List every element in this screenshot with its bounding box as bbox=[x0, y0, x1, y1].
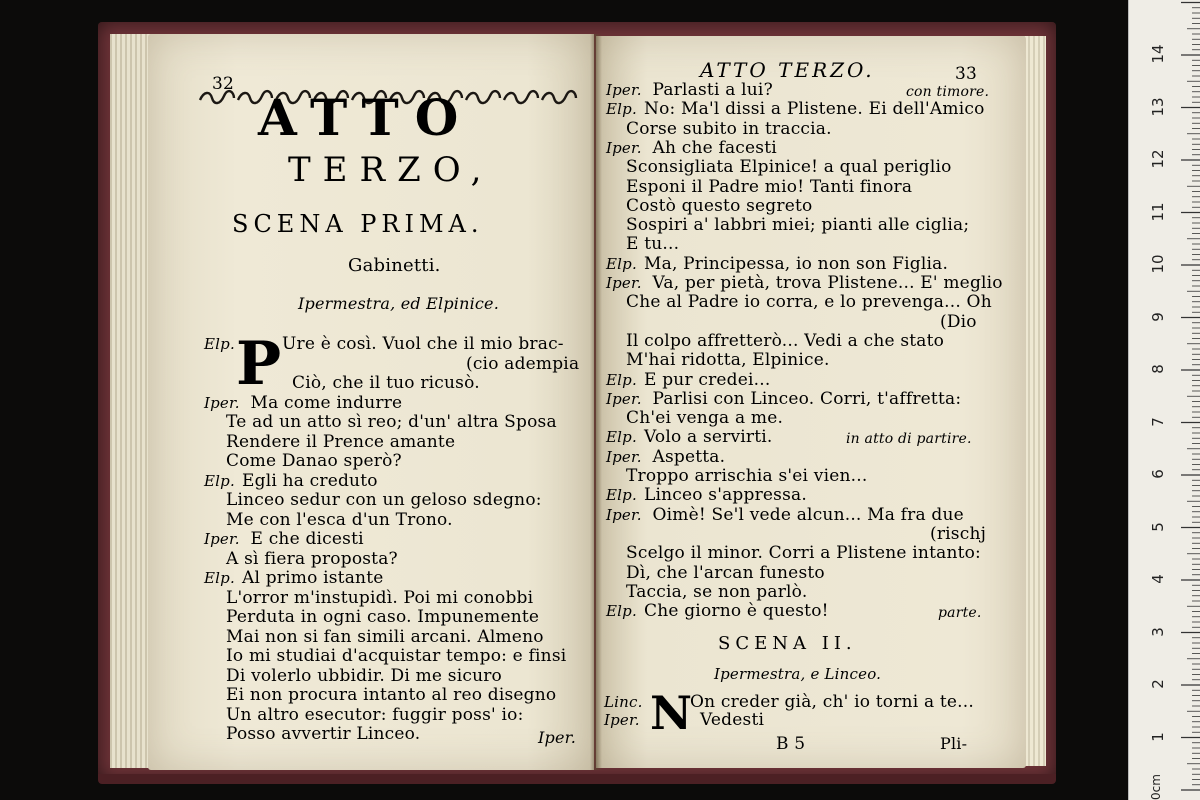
verse-line: Oimè! Se'l vede alcun... Ma fra due bbox=[652, 504, 964, 525]
speaker-label: Elp. bbox=[606, 370, 637, 389]
verse-line: Parlasti a lui? bbox=[652, 80, 773, 100]
verse-line: Parlisi con Linceo. Corri, t'affretta: bbox=[652, 388, 962, 409]
drop-cap-n: N bbox=[650, 686, 693, 740]
ruler-label: 7 bbox=[1149, 416, 1167, 427]
speaker-label: Iper. bbox=[606, 389, 642, 408]
verse-line: Ciò, che il tuo ricusò. bbox=[292, 373, 480, 393]
verse-line: Scelgo il minor. Corri a Plistene intanto: bbox=[626, 543, 981, 564]
ruler-label: 13 bbox=[1149, 96, 1167, 117]
verse-line: Linceo sedur con un geloso sdegno: bbox=[226, 490, 542, 510]
act-title-word-2: TERZO, bbox=[288, 150, 494, 190]
book-gutter bbox=[590, 34, 602, 770]
verse-line: Te ad un atto sì reo; d'un' altra Sposa bbox=[226, 412, 557, 432]
verse-line: Come Danao sperò? bbox=[226, 451, 402, 471]
speaker-label: Elp. bbox=[606, 100, 637, 119]
right-page-number: 33 bbox=[955, 64, 978, 84]
verse-line: Di volerlo ubbidir. Di me sicuro bbox=[226, 665, 502, 686]
verse-line: Ma, Principessa, io non son Figlia. bbox=[644, 253, 949, 274]
ruler-label: 2 bbox=[1149, 679, 1167, 689]
verse-line: On creder già, ch' io torni a te... bbox=[690, 692, 974, 712]
right-catchword: Pli- bbox=[940, 734, 968, 753]
ruler-label: 11 bbox=[1149, 201, 1167, 222]
speaker-label: Iper. bbox=[606, 447, 642, 466]
verse-line: Costò questo segreto bbox=[626, 195, 813, 216]
ruler-label: 1 bbox=[1149, 731, 1167, 742]
scene-setting: Gabinetti. bbox=[348, 255, 441, 276]
verse-line: E tu... bbox=[626, 234, 680, 255]
speaker-label: Elp. bbox=[204, 471, 235, 490]
scene-2-characters: Ipermestra, e Linceo. bbox=[714, 665, 882, 683]
speaker-label: Iper. bbox=[606, 274, 642, 292]
act-title-word-1: ATTO bbox=[258, 88, 475, 147]
verse-line: Dì, che l'arcan funesto bbox=[626, 562, 825, 583]
speaker-label: Elp. bbox=[606, 254, 637, 273]
ruler-label: 9 bbox=[1149, 311, 1167, 322]
running-head: ATTO TERZO. bbox=[700, 58, 875, 82]
verse-line: Me con l'esca d'un Trono. bbox=[226, 509, 453, 530]
speaker-label: Iper. bbox=[606, 505, 642, 524]
verse-line: Corse subito in traccia. bbox=[626, 118, 832, 139]
stage-direction: parte. bbox=[938, 605, 982, 622]
verse-line: Mai non si fan simili arcani. Almeno bbox=[226, 626, 544, 647]
ruler-label: 8 bbox=[1149, 364, 1167, 374]
verse-line: E pur credei... bbox=[644, 369, 771, 390]
ruler-label: 0cm bbox=[1148, 774, 1163, 800]
stage-direction: in atto di partire. bbox=[846, 431, 972, 448]
verse-line: Linceo s'appressa. bbox=[644, 485, 807, 506]
speaker-label: Elp. bbox=[606, 486, 637, 505]
ruler-label: 12 bbox=[1149, 149, 1167, 169]
verse-line: Sospiri a' labbri miei; pianti alle ciglia; bbox=[626, 215, 970, 236]
speaker-label: Iper. bbox=[204, 530, 240, 548]
verse-line: Va, per pietà, trova Plistene... E' meglio bbox=[652, 273, 1003, 293]
verse-line: Taccia, se non parlò. bbox=[626, 581, 808, 602]
verse-line: Un altro esecutor: fuggir poss' io: bbox=[226, 704, 524, 725]
speaker-label: Elp. bbox=[204, 335, 235, 353]
ruler-label: 6 bbox=[1149, 469, 1167, 479]
speaker-label: Iper. bbox=[204, 393, 240, 412]
verse-line: Che al Padre io corra, e lo prevenga... Oh bbox=[626, 292, 992, 313]
speaker-label: Iper. bbox=[606, 81, 642, 99]
speaker-label: Iper. bbox=[604, 711, 640, 729]
verse-line: (cio adempia bbox=[466, 353, 580, 374]
verse-line: Che giorno è questo! bbox=[644, 601, 829, 622]
ruler-label: 14 bbox=[1149, 44, 1167, 64]
ruler-label: 4 bbox=[1149, 574, 1167, 584]
verse-line: Posso avvertir Linceo. bbox=[226, 724, 421, 744]
verse-line: Rendere il Prence amante bbox=[226, 431, 456, 452]
verse-line: Al primo istante bbox=[242, 568, 384, 588]
speaker-label: Elp. bbox=[606, 428, 637, 447]
left-catchword: Iper. bbox=[538, 728, 577, 747]
verse-line: Ure è così. Vuol che il mio brac- bbox=[282, 334, 564, 354]
verse-line: E che dicesti bbox=[250, 529, 364, 549]
speaker-label: Linc. bbox=[604, 693, 643, 711]
verse-line: Sconsigliata Elpinice! a qual periglio bbox=[626, 157, 952, 178]
verse-line: (Dio bbox=[940, 311, 977, 332]
drop-cap-p: P bbox=[236, 329, 282, 399]
speaker-label: Elp. bbox=[606, 602, 637, 621]
signature-mark: B 5 bbox=[776, 734, 806, 754]
verse-line: Il colpo affretterò... Vedi a che stato bbox=[626, 330, 945, 351]
verse-line: A sì fiera proposta? bbox=[226, 548, 398, 569]
speaker-label: Elp. bbox=[204, 569, 235, 587]
verse-line: L'orror m'instupidì. Poi mi conobbi bbox=[226, 587, 534, 608]
verse-line: Troppo arrischia s'ei vien... bbox=[626, 466, 868, 486]
verse-line: Ma come indurre bbox=[250, 392, 403, 413]
verse-line: Perduta in ogni caso. Impunemente bbox=[226, 607, 540, 627]
verse-line: Egli ha creduto bbox=[242, 470, 378, 491]
scene-2-title: SCENA II. bbox=[718, 633, 857, 654]
verse-line: Volo a servirti. bbox=[644, 427, 773, 448]
verse-line: Ei non procura intanto al reo disegno bbox=[226, 685, 557, 705]
ruler-label: 3 bbox=[1149, 626, 1167, 637]
verse-line: Vedesti bbox=[700, 710, 765, 730]
scene-characters: Ipermestra, ed Elpinice. bbox=[298, 294, 500, 313]
speaker-label: Iper. bbox=[606, 138, 642, 157]
verse-line: Io mi studiai d'acquistar tempo: e finsi bbox=[226, 646, 567, 666]
measuring-ruler bbox=[1128, 0, 1200, 800]
verse-line: M'hai ridotta, Elpinice. bbox=[626, 350, 830, 371]
verse-line: Ah che facesti bbox=[652, 137, 777, 158]
verse-line: No: Ma'l dissi a Plistene. Ei dell'Amico bbox=[644, 99, 985, 120]
verse-line: Esponi il Padre mio! Tanti finora bbox=[626, 176, 913, 197]
stage-direction: con timore. bbox=[906, 84, 990, 100]
scene-title: SCENA PRIMA. bbox=[232, 210, 484, 238]
verse-line: Ch'ei venga a me. bbox=[626, 408, 784, 429]
verse-line: Aspetta. bbox=[652, 446, 726, 467]
left-page-number: 32 bbox=[212, 74, 235, 94]
ruler-label: 5 bbox=[1149, 521, 1167, 532]
verse-line: (rischj bbox=[930, 523, 987, 544]
ruler-label: 10 bbox=[1149, 254, 1167, 274]
